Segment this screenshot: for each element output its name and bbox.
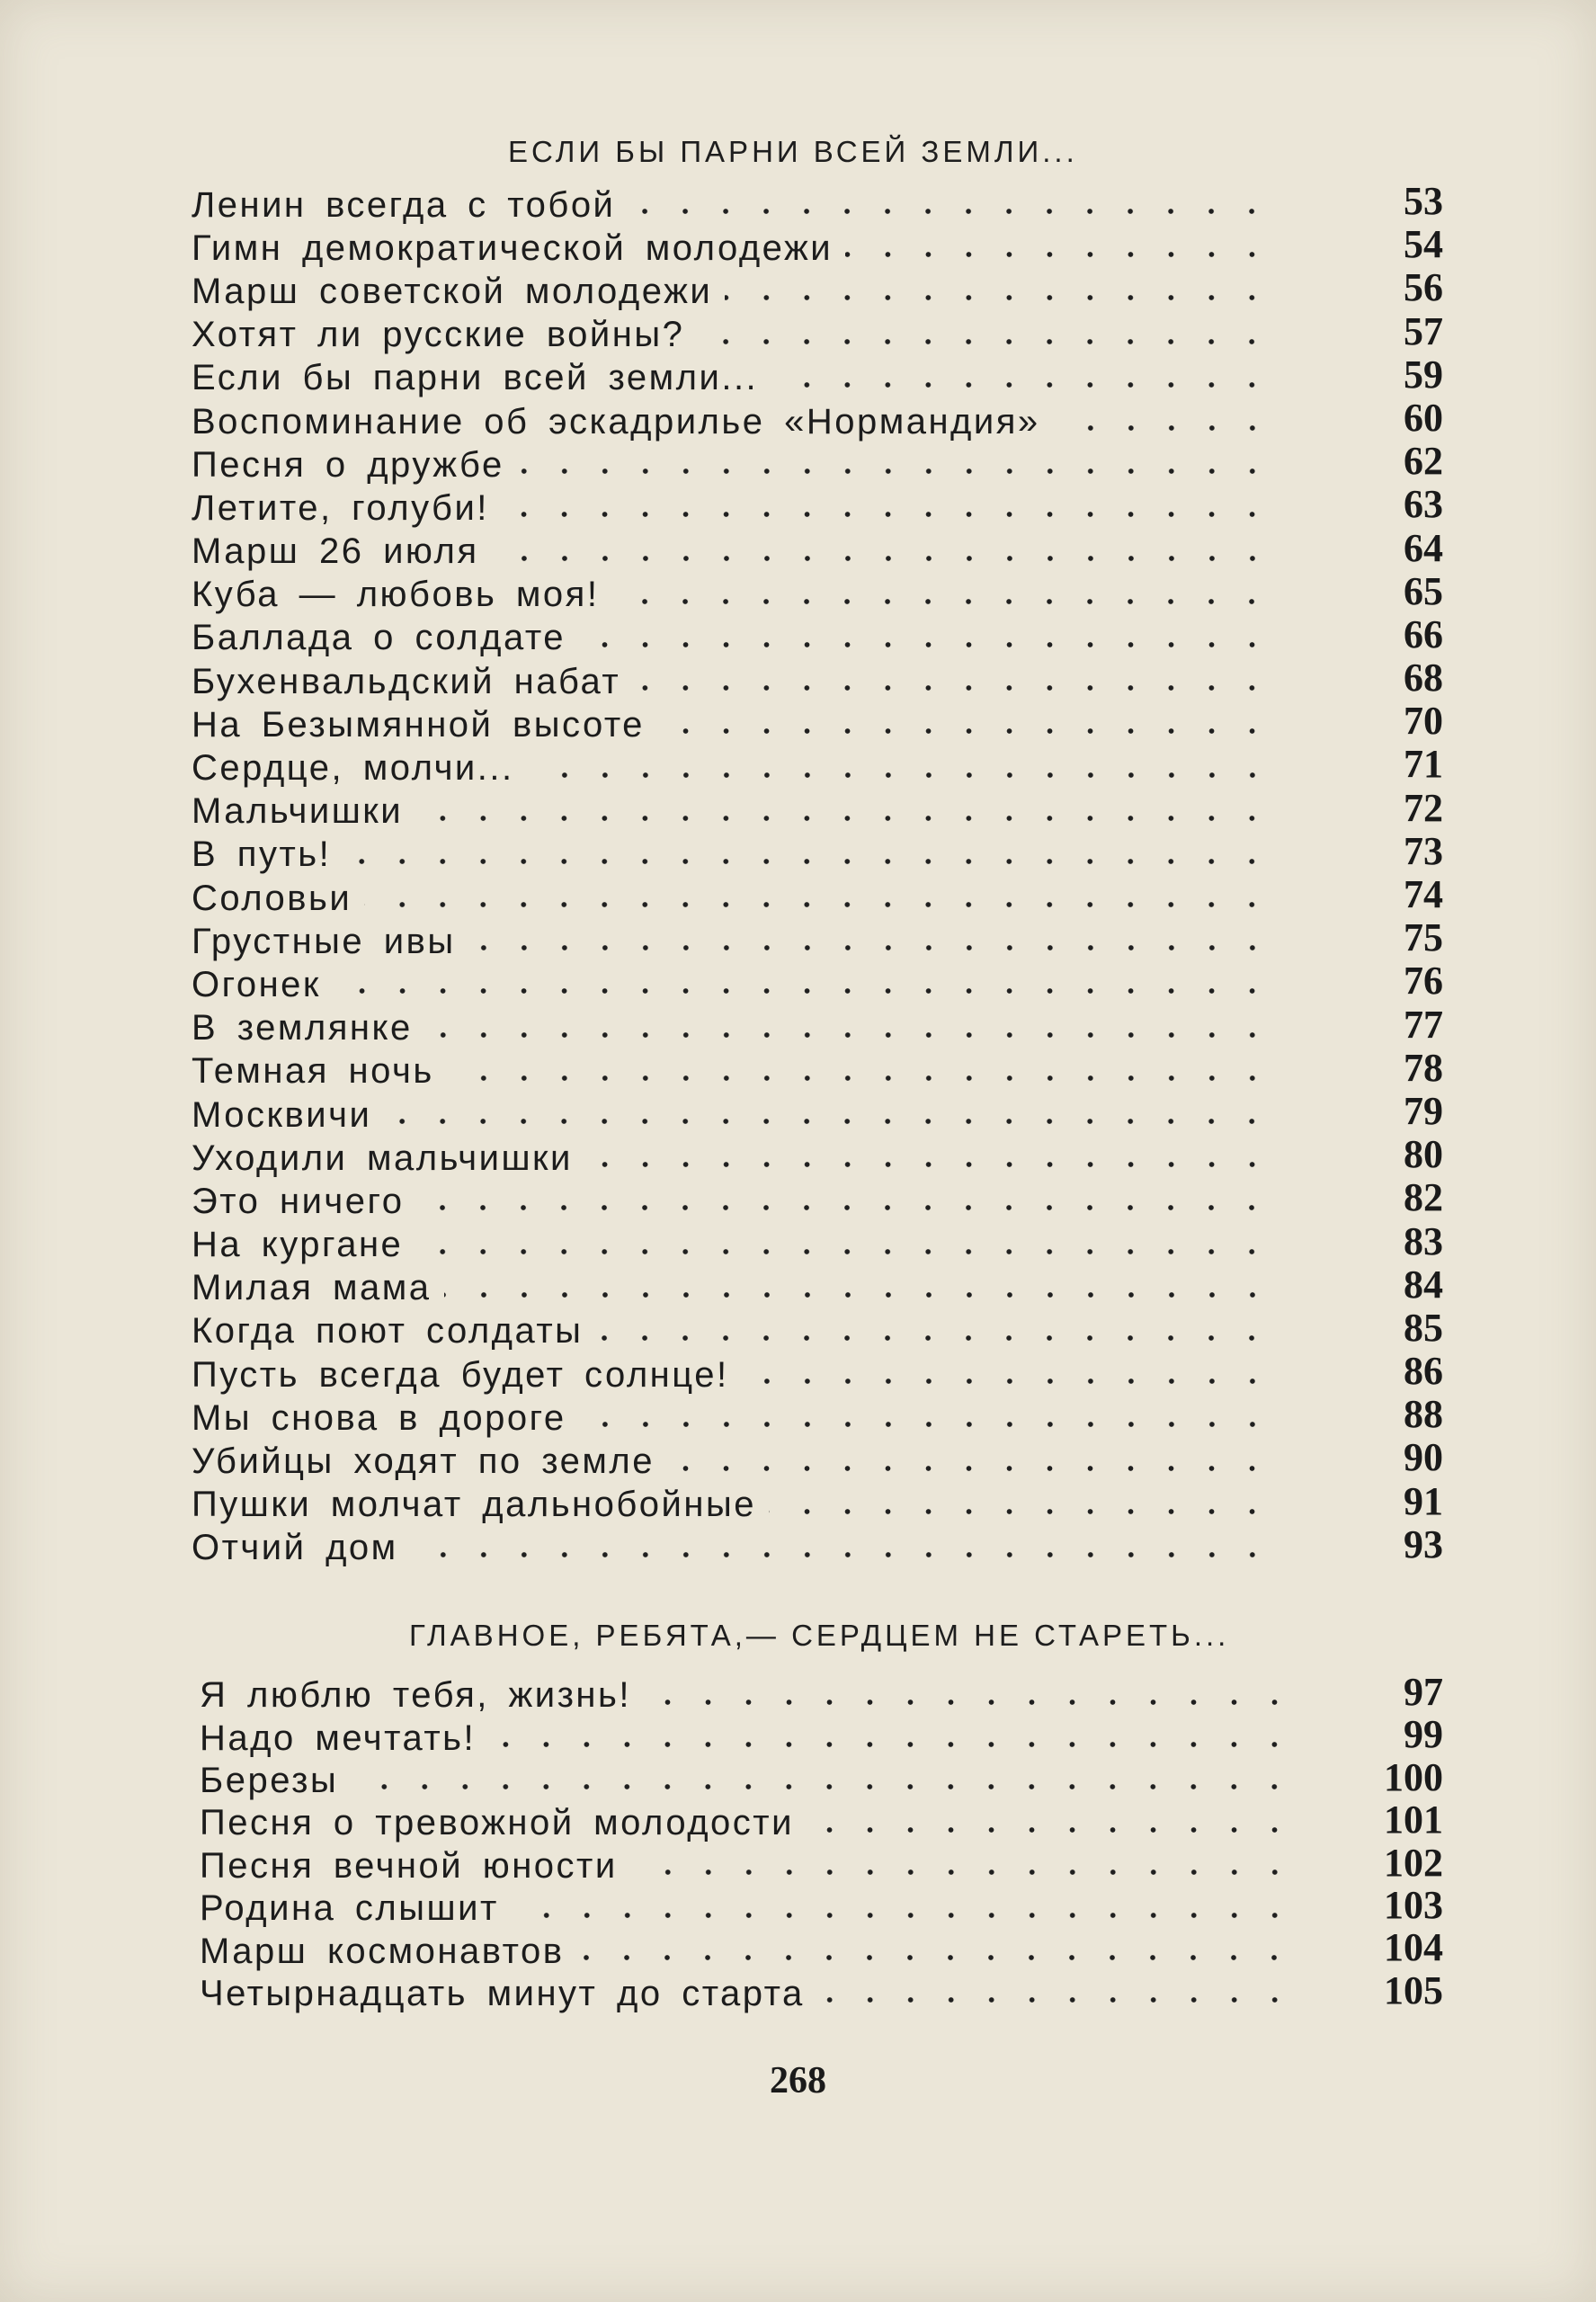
dot-leader: [334, 987, 1272, 995]
toc-entry-page: 101: [1384, 1798, 1443, 1842]
dot-leader: [579, 1421, 1272, 1428]
dot-leader: [351, 1783, 1295, 1790]
toc-entry-title: Москвичи: [192, 1094, 372, 1135]
dot-leader: [817, 1996, 1295, 2003]
toc-entry-page: 91: [1404, 1478, 1443, 1523]
toc-entry: [192, 656, 1443, 703]
toc-entry-page: 93: [1404, 1521, 1443, 1566]
dot-leader: [343, 858, 1272, 865]
toc-entry-page: 84: [1404, 1262, 1443, 1307]
toc-entry-title: Песня вечной юности: [200, 1845, 618, 1886]
toc-entry-title: Пусть всегда будет солнце!: [192, 1354, 729, 1395]
toc-entry-page: 83: [1404, 1218, 1443, 1263]
dot-leader: [807, 1826, 1295, 1834]
toc-entry-page: 63: [1404, 482, 1443, 527]
toc-entry-title: Летите, голуби!: [192, 487, 489, 528]
dot-leader: [517, 468, 1272, 475]
toc-entry: [192, 1132, 1443, 1180]
toc-entry-title: Убийцы ходят по земле: [192, 1441, 655, 1482]
toc-entry-page: 60: [1404, 395, 1443, 440]
toc-entry: [192, 1002, 1443, 1050]
toc-entry-title: Когда поют солдаты: [192, 1311, 584, 1352]
dot-leader: [845, 251, 1272, 258]
toc-entry-page: 73: [1404, 828, 1443, 873]
toc-entry: [200, 1967, 1443, 2015]
dot-leader: [611, 598, 1272, 605]
toc-entry-title: Уходили мальчишки: [192, 1138, 573, 1178]
dot-leader: [578, 641, 1272, 648]
toc-entry-page: 72: [1404, 785, 1443, 830]
toc-entry-page: 88: [1404, 1392, 1443, 1437]
toc-entry: [192, 1478, 1443, 1527]
toc-entry: [192, 222, 1443, 270]
toc-entry-title: Соловьи: [192, 878, 352, 918]
dot-leader: [492, 555, 1272, 562]
toc-entry: [200, 1840, 1443, 1887]
toc-entry-title: Хотят ли русские войны?: [192, 315, 685, 355]
toc-entry-page: 102: [1384, 1840, 1443, 1885]
dot-leader: [644, 1699, 1295, 1706]
toc-entry: [192, 1521, 1443, 1570]
dot-leader: [725, 294, 1272, 301]
dot-leader: [468, 944, 1272, 951]
toc-entry: [192, 568, 1443, 617]
toc-entry: [200, 1798, 1443, 1844]
toc-entry: [192, 742, 1443, 790]
toc-entry-page: 78: [1404, 1045, 1443, 1090]
toc-entry-title: Родина слышит: [200, 1888, 499, 1929]
toc-entry: [192, 1435, 1443, 1483]
toc-entry-title: Сердце, молчи...: [192, 748, 514, 789]
toc-entry-page: 76: [1404, 959, 1443, 1004]
toc-entry-title: Я люблю тебя, жизнь!: [200, 1675, 631, 1716]
toc-entry: [200, 1712, 1443, 1759]
dot-leader: [628, 208, 1272, 215]
toc-entry-title: Это ничего: [192, 1181, 405, 1221]
toc-entry: [192, 1349, 1443, 1396]
toc-entry: [192, 828, 1443, 877]
toc-entry: [200, 1925, 1443, 1972]
toc-entry-page: 62: [1404, 439, 1443, 484]
dot-leader: [769, 1508, 1272, 1515]
toc-entry-title: Четырнадцать минут до старта: [200, 1973, 805, 2013]
toc-entry-title: В путь!: [192, 834, 332, 875]
toc-entry: [192, 1045, 1443, 1093]
toc-entry: [192, 699, 1443, 746]
toc-entry-title: Грустные ивы: [192, 921, 456, 961]
toc-entry-title: Марш 26 июля: [192, 531, 479, 572]
toc-entry-page: 103: [1384, 1882, 1443, 1927]
toc-entry-page: 80: [1404, 1132, 1443, 1177]
toc-entry: [192, 785, 1443, 834]
toc-entry-page: 59: [1404, 352, 1443, 397]
toc-entry-title: Куба — любовь моя!: [192, 575, 600, 615]
toc-entry: [192, 395, 1443, 443]
toc-entry: [200, 1882, 1443, 1930]
toc-entry-title: Воспоминание об эскадрилье «Нормандия»: [192, 401, 1040, 442]
toc-entry: [192, 959, 1443, 1006]
toc-entry-page: 86: [1404, 1349, 1443, 1394]
toc-entry-title: Милая мама: [192, 1268, 432, 1308]
toc-entry: [192, 352, 1443, 400]
toc-entry-page: 77: [1404, 1002, 1443, 1047]
dot-leader: [657, 727, 1272, 735]
toc-list: [192, 179, 1443, 1570]
toc-entry-page: 68: [1404, 656, 1443, 700]
toc-entry-page: 97: [1404, 1670, 1443, 1714]
dot-leader: [488, 1741, 1295, 1748]
toc-entry-page: 57: [1404, 308, 1443, 353]
dot-leader: [771, 381, 1272, 388]
toc-entry: [192, 1305, 1443, 1353]
toc-entry-page: 99: [1404, 1712, 1443, 1757]
toc-entry-page: 105: [1384, 1967, 1443, 2012]
dot-leader: [415, 1248, 1272, 1255]
toc-entry-page: 65: [1404, 568, 1443, 613]
toc-entry-page: 85: [1404, 1305, 1443, 1350]
toc-entry: [192, 525, 1443, 574]
dot-leader: [630, 1869, 1295, 1876]
toc-entry-page: 75: [1404, 915, 1443, 960]
dot-leader: [512, 1912, 1295, 1919]
toc-entry-title: Песня о дружбе: [192, 444, 504, 485]
section-heading: ГЛАВНОЕ, РЕБЯТА,— СЕРДЦЕМ НЕ СТАРЕТЬ...: [409, 1619, 1230, 1652]
toc-entry-title: Пушки молчат дальнобойные: [192, 1485, 756, 1525]
page-number: 268: [770, 2060, 826, 2101]
dot-leader: [576, 1954, 1295, 1961]
dot-leader: [416, 1204, 1272, 1211]
toc-entry-title: Отчий дом: [192, 1528, 398, 1568]
toc-entry-page: 54: [1404, 222, 1443, 267]
toc-entry-title: Бухенвальдский набат: [192, 661, 621, 701]
toc-entry: [192, 872, 1443, 920]
dot-leader: [444, 1291, 1272, 1298]
toc-entry: [192, 1262, 1443, 1310]
toc-entry-title: Баллада о солдате: [192, 618, 566, 658]
dot-leader: [425, 1031, 1272, 1039]
dot-leader: [527, 772, 1272, 779]
toc-entry-title: На кургане: [192, 1225, 404, 1265]
toc-entry-title: Гимн демократической молодежи: [192, 228, 834, 268]
toc-entry: [192, 308, 1443, 357]
toc-entry: [192, 1175, 1443, 1223]
toc-entry-title: Если бы парни всей земли...: [192, 358, 759, 398]
toc-entry-title: Марш космонавтов: [200, 1931, 565, 1971]
toc-entry-page: 100: [1384, 1754, 1443, 1799]
toc-entry: [200, 1754, 1443, 1802]
toc-entry: [192, 265, 1443, 313]
toc-entry-title: Ленин всегда с тобой: [192, 184, 616, 225]
toc-entry: [200, 1670, 1443, 1717]
toc-entry: [192, 1218, 1443, 1267]
dot-leader: [447, 1075, 1272, 1082]
toc-entry-page: 74: [1404, 872, 1443, 916]
toc-entry-page: 64: [1404, 525, 1443, 570]
dot-leader: [633, 684, 1272, 691]
dot-leader: [667, 1465, 1272, 1472]
toc-entry: [192, 611, 1443, 660]
toc-entry: [192, 1392, 1443, 1440]
dot-leader: [697, 338, 1272, 345]
toc-entry-page: 56: [1404, 265, 1443, 310]
toc-entry: [192, 482, 1443, 530]
toc-entry: [192, 915, 1443, 963]
toc-entry-title: Песня о тревожной молодости: [200, 1803, 794, 1843]
dot-leader: [742, 1378, 1272, 1385]
dot-leader: [585, 1161, 1272, 1168]
dot-leader: [415, 815, 1272, 822]
dot-leader: [384, 1118, 1272, 1125]
toc-entry-title: Мальчишки: [192, 791, 404, 832]
toc-entry-title: Надо мечтать!: [200, 1718, 477, 1758]
dot-leader: [411, 1551, 1272, 1558]
toc-entry-page: 66: [1404, 611, 1443, 656]
toc-entry-title: Огонек: [192, 964, 321, 1004]
toc-entry-page: 70: [1404, 699, 1443, 744]
toc-entry-page: 71: [1404, 742, 1443, 787]
section-heading: ЕСЛИ БЫ ПАРНИ ВСЕЙ ЗЕМЛИ...: [508, 135, 1078, 168]
dot-leader: [364, 901, 1272, 908]
toc-entry-page: 79: [1404, 1088, 1443, 1133]
dot-leader: [595, 1334, 1272, 1342]
toc-entry: [192, 179, 1443, 227]
toc-entry-title: Марш советской молодежи: [192, 271, 713, 311]
dot-leader: [502, 511, 1272, 518]
toc-entry-page: 104: [1384, 1925, 1443, 1970]
toc-entry-title: На Безымянной высоте: [192, 704, 645, 745]
toc-entry-page: 82: [1404, 1175, 1443, 1220]
toc-entry-title: Березы: [200, 1760, 339, 1800]
toc-entry: [192, 1088, 1443, 1137]
toc-entry-title: В землянке: [192, 1008, 413, 1048]
dot-leader: [1053, 424, 1272, 432]
toc-entry-title: Мы снова в дороге: [192, 1397, 566, 1438]
toc-entry: [192, 439, 1443, 486]
toc-entry-page: 90: [1404, 1435, 1443, 1480]
toc-entry-title: Темная ночь: [192, 1051, 434, 1092]
toc-list: [200, 1670, 1443, 2015]
toc-entry-page: 53: [1404, 179, 1443, 223]
